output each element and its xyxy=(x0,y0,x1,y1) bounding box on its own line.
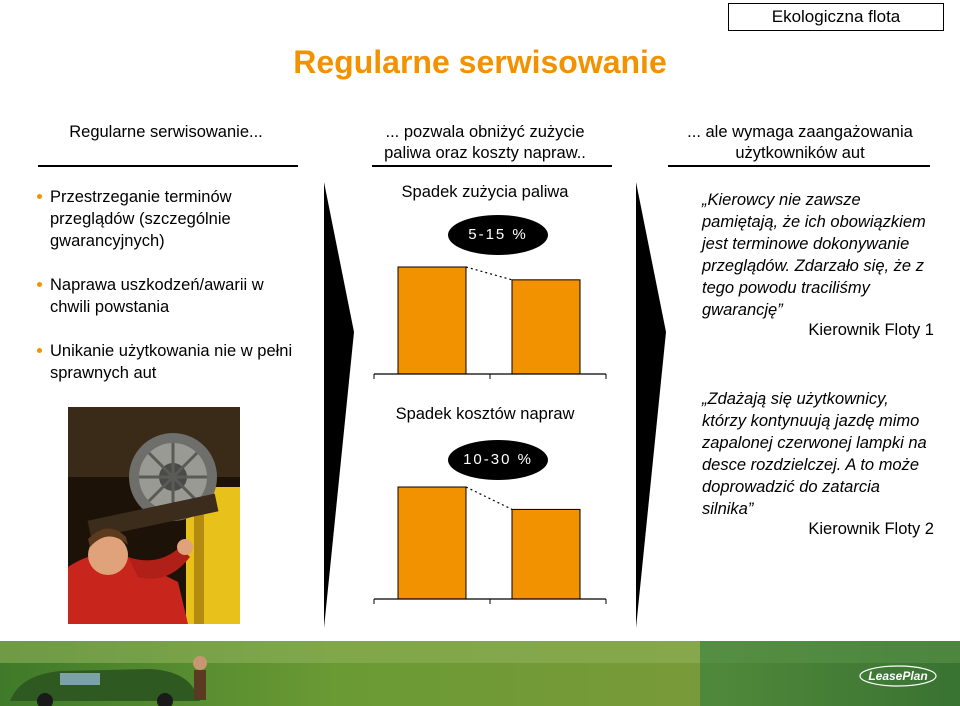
repair-chart-annotation: 10-30 % xyxy=(448,440,548,480)
trend-dotted-line xyxy=(466,487,512,509)
bullet-item: Unikanie użytkowania nie w pełni sprawnych aut xyxy=(36,340,296,384)
bullet-item: Naprawa uszkodzeń/awarii w chwili powstania xyxy=(36,274,296,318)
right-heading-line1: ... ale wymaga zaangażowania xyxy=(687,123,913,141)
left-column-heading: Regularne serwisowanie... xyxy=(69,123,263,141)
middle-heading-rule xyxy=(372,165,612,167)
section-tag: Ekologiczna flota xyxy=(728,3,944,31)
right-heading-line2: użytkowników aut xyxy=(735,144,865,162)
chart-bar xyxy=(398,267,466,374)
page-title: Regularne serwisowanie xyxy=(293,44,667,80)
logo-text: LeasePlan xyxy=(868,669,928,683)
quote-text: „Zdażają się użytkownicy, którzy kontynuują jazdę mimo zapalonej czerwonej lampki na desce rozdzielczej. A to może doprowadzić do zatarcia silnika” xyxy=(702,390,927,518)
chart-bar xyxy=(398,487,466,599)
quote-text: „Kierowcy nie zawsze pamiętają, że ich obowiązkiem jest terminowe dokonywanie przeglądów. Zdarzało się, że z tego powodu traciliśmy gwarancję” xyxy=(702,191,926,319)
middle-heading-line1: ... pozwala obniżyć zużycie xyxy=(385,123,585,141)
quote-block-1 xyxy=(702,189,934,340)
chart-bar xyxy=(512,280,580,374)
leaseplan-logo-mark xyxy=(858,664,938,688)
arrow-right-icon xyxy=(636,182,668,628)
left-heading-rule xyxy=(38,165,298,167)
bullet-item: Przestrzeganie terminów przeglądów (szczególnie gwarancyjnych) xyxy=(36,186,296,252)
repair-chart-title: Spadek kosztów napraw xyxy=(395,405,575,423)
right-heading-rule xyxy=(668,165,930,167)
quote-block-2 xyxy=(702,388,934,539)
fuel-chart-annotation: 5-15 % xyxy=(448,215,548,255)
middle-heading-line2: paliwa oraz koszty napraw.. xyxy=(384,144,586,162)
bullet-list xyxy=(36,186,296,406)
chart-bar xyxy=(512,509,580,599)
trend-dotted-line xyxy=(466,267,512,280)
quote-author: Kierownik Floty 1 xyxy=(808,321,934,339)
mechanic-photo xyxy=(68,407,240,624)
middle-column-heading xyxy=(350,122,620,164)
leaseplan-logo xyxy=(858,664,938,688)
quote-author: Kierownik Floty 2 xyxy=(808,520,934,538)
fuel-bar-chart xyxy=(370,255,610,380)
right-column-heading xyxy=(660,122,940,164)
footer-banner xyxy=(0,641,960,706)
repair-bar-chart xyxy=(370,475,610,605)
fuel-chart-title: Spadek zużycia paliwa xyxy=(401,183,569,201)
